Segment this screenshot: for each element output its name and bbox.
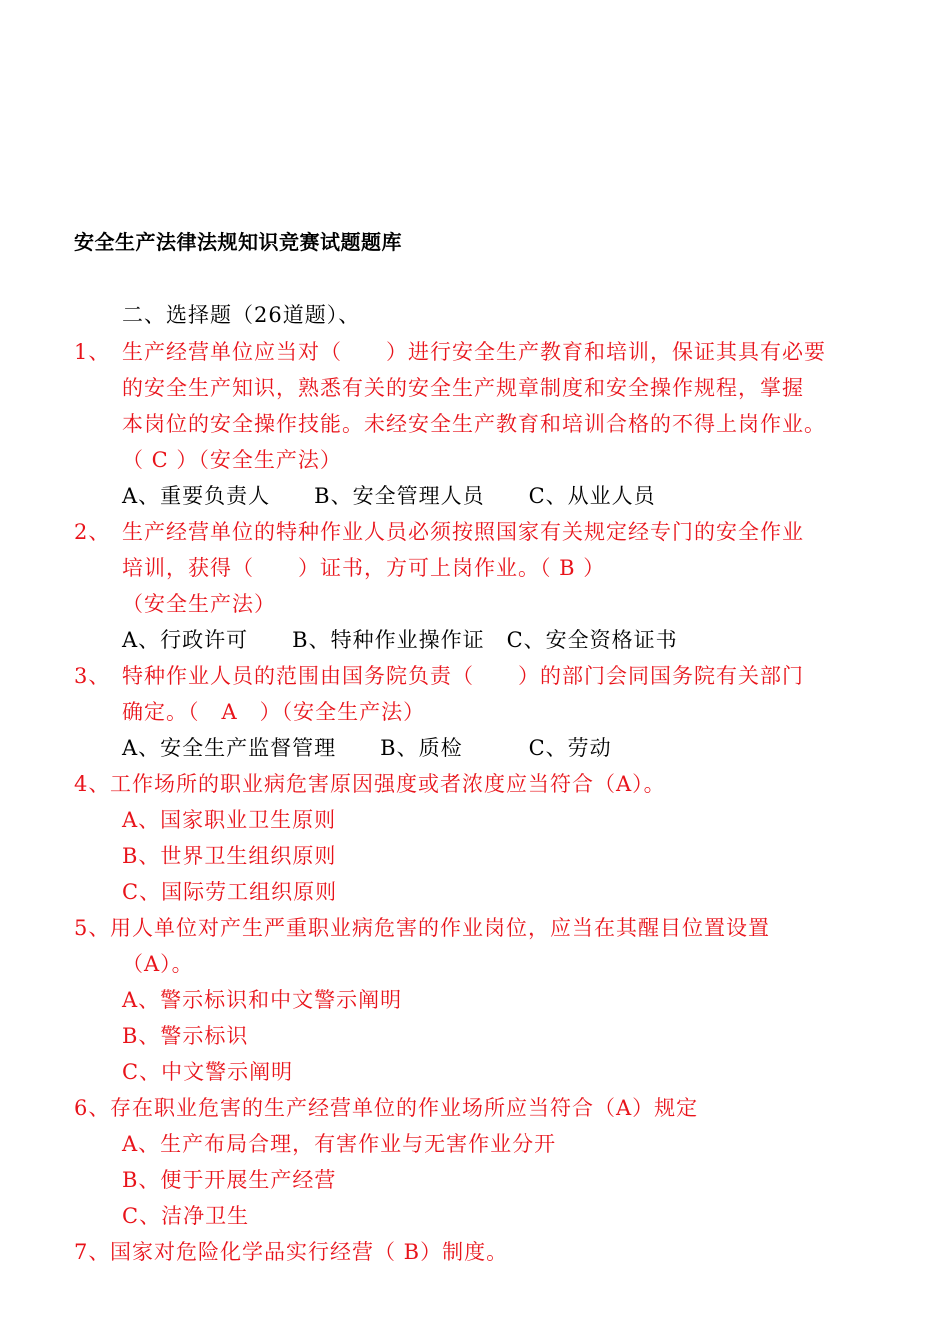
question-line: 培训，获得（ ）证书，方可上岗作业。（ B ） <box>122 556 606 580</box>
answer-option: A、警示标识和中文警示阐明 <box>122 988 403 1012</box>
question-line: 存在职业危害的生产经营单位的作业场所应当符合（A）规定 <box>110 1096 699 1120</box>
question-line: 特种作业人员的范围由国务院负责（ ）的部门会同国务院有关部门 <box>122 664 804 688</box>
question-number: 2、 <box>74 520 111 544</box>
answer-option: B、便于开展生产经营 <box>122 1168 337 1192</box>
answer-options: A、安全生产监督管理 B、质检 C、劳动 <box>122 736 612 760</box>
answer-option: C、洁净卫生 <box>122 1204 250 1228</box>
question-line: 用人单位对产生严重职业病危害的作业岗位，应当在其醒目位置设置 <box>110 916 770 940</box>
question-line: 工作场所的职业病危害原因强度或者浓度应当符合（A）。 <box>110 772 666 796</box>
question-number: 1、 <box>74 340 111 364</box>
answer-options: A、重要负责人 B、安全管理人员 C、从业人员 <box>122 484 656 508</box>
answer-options: A、行政许可 B、特种作业操作证 C、安全资格证书 <box>122 628 678 652</box>
question-line: （ C ）（安全生产法） <box>122 448 342 472</box>
answer-option: C、国际劳工组织原则 <box>122 880 338 904</box>
question-number: 7、 <box>74 1240 111 1264</box>
question-line: 国家对危险化学品实行经营（ B）制度。 <box>110 1240 509 1264</box>
question-line: 确定。（ A ）（安全生产法） <box>122 700 426 724</box>
answer-option: A、国家职业卫生原则 <box>122 808 337 832</box>
question-line: （安全生产法） <box>122 592 276 616</box>
section-header: 二、选择题（26道题）、 <box>122 303 361 327</box>
question-number: 4、 <box>74 772 111 796</box>
question-line: 本岗位的安全操作技能。未经安全生产教育和培训合格的不得上岗作业。 <box>122 412 826 436</box>
answer-option: B、警示标识 <box>122 1024 249 1048</box>
document-title: 安全生产法律法规知识竞赛试题题库 <box>74 230 402 254</box>
answer-option: C、中文警示阐明 <box>122 1060 294 1084</box>
question-number: 5、 <box>74 916 111 940</box>
question-line: 生产经营单位应当对（ ）进行安全生产教育和培训，保证其具有必要 <box>122 340 826 364</box>
question-line: （A）。 <box>122 952 194 976</box>
answer-option: A、生产布局合理，有害作业与无害作业分开 <box>122 1132 557 1156</box>
answer-option: B、世界卫生组织原则 <box>122 844 337 868</box>
question-number: 3、 <box>74 664 111 688</box>
question-number: 6、 <box>74 1096 111 1120</box>
question-line: 生产经营单位的特种作业人员必须按照国家有关规定经专门的安全作业 <box>122 520 804 544</box>
question-line: 的安全生产知识，熟悉有关的安全生产规章制度和安全操作规程，掌握 <box>122 376 804 400</box>
